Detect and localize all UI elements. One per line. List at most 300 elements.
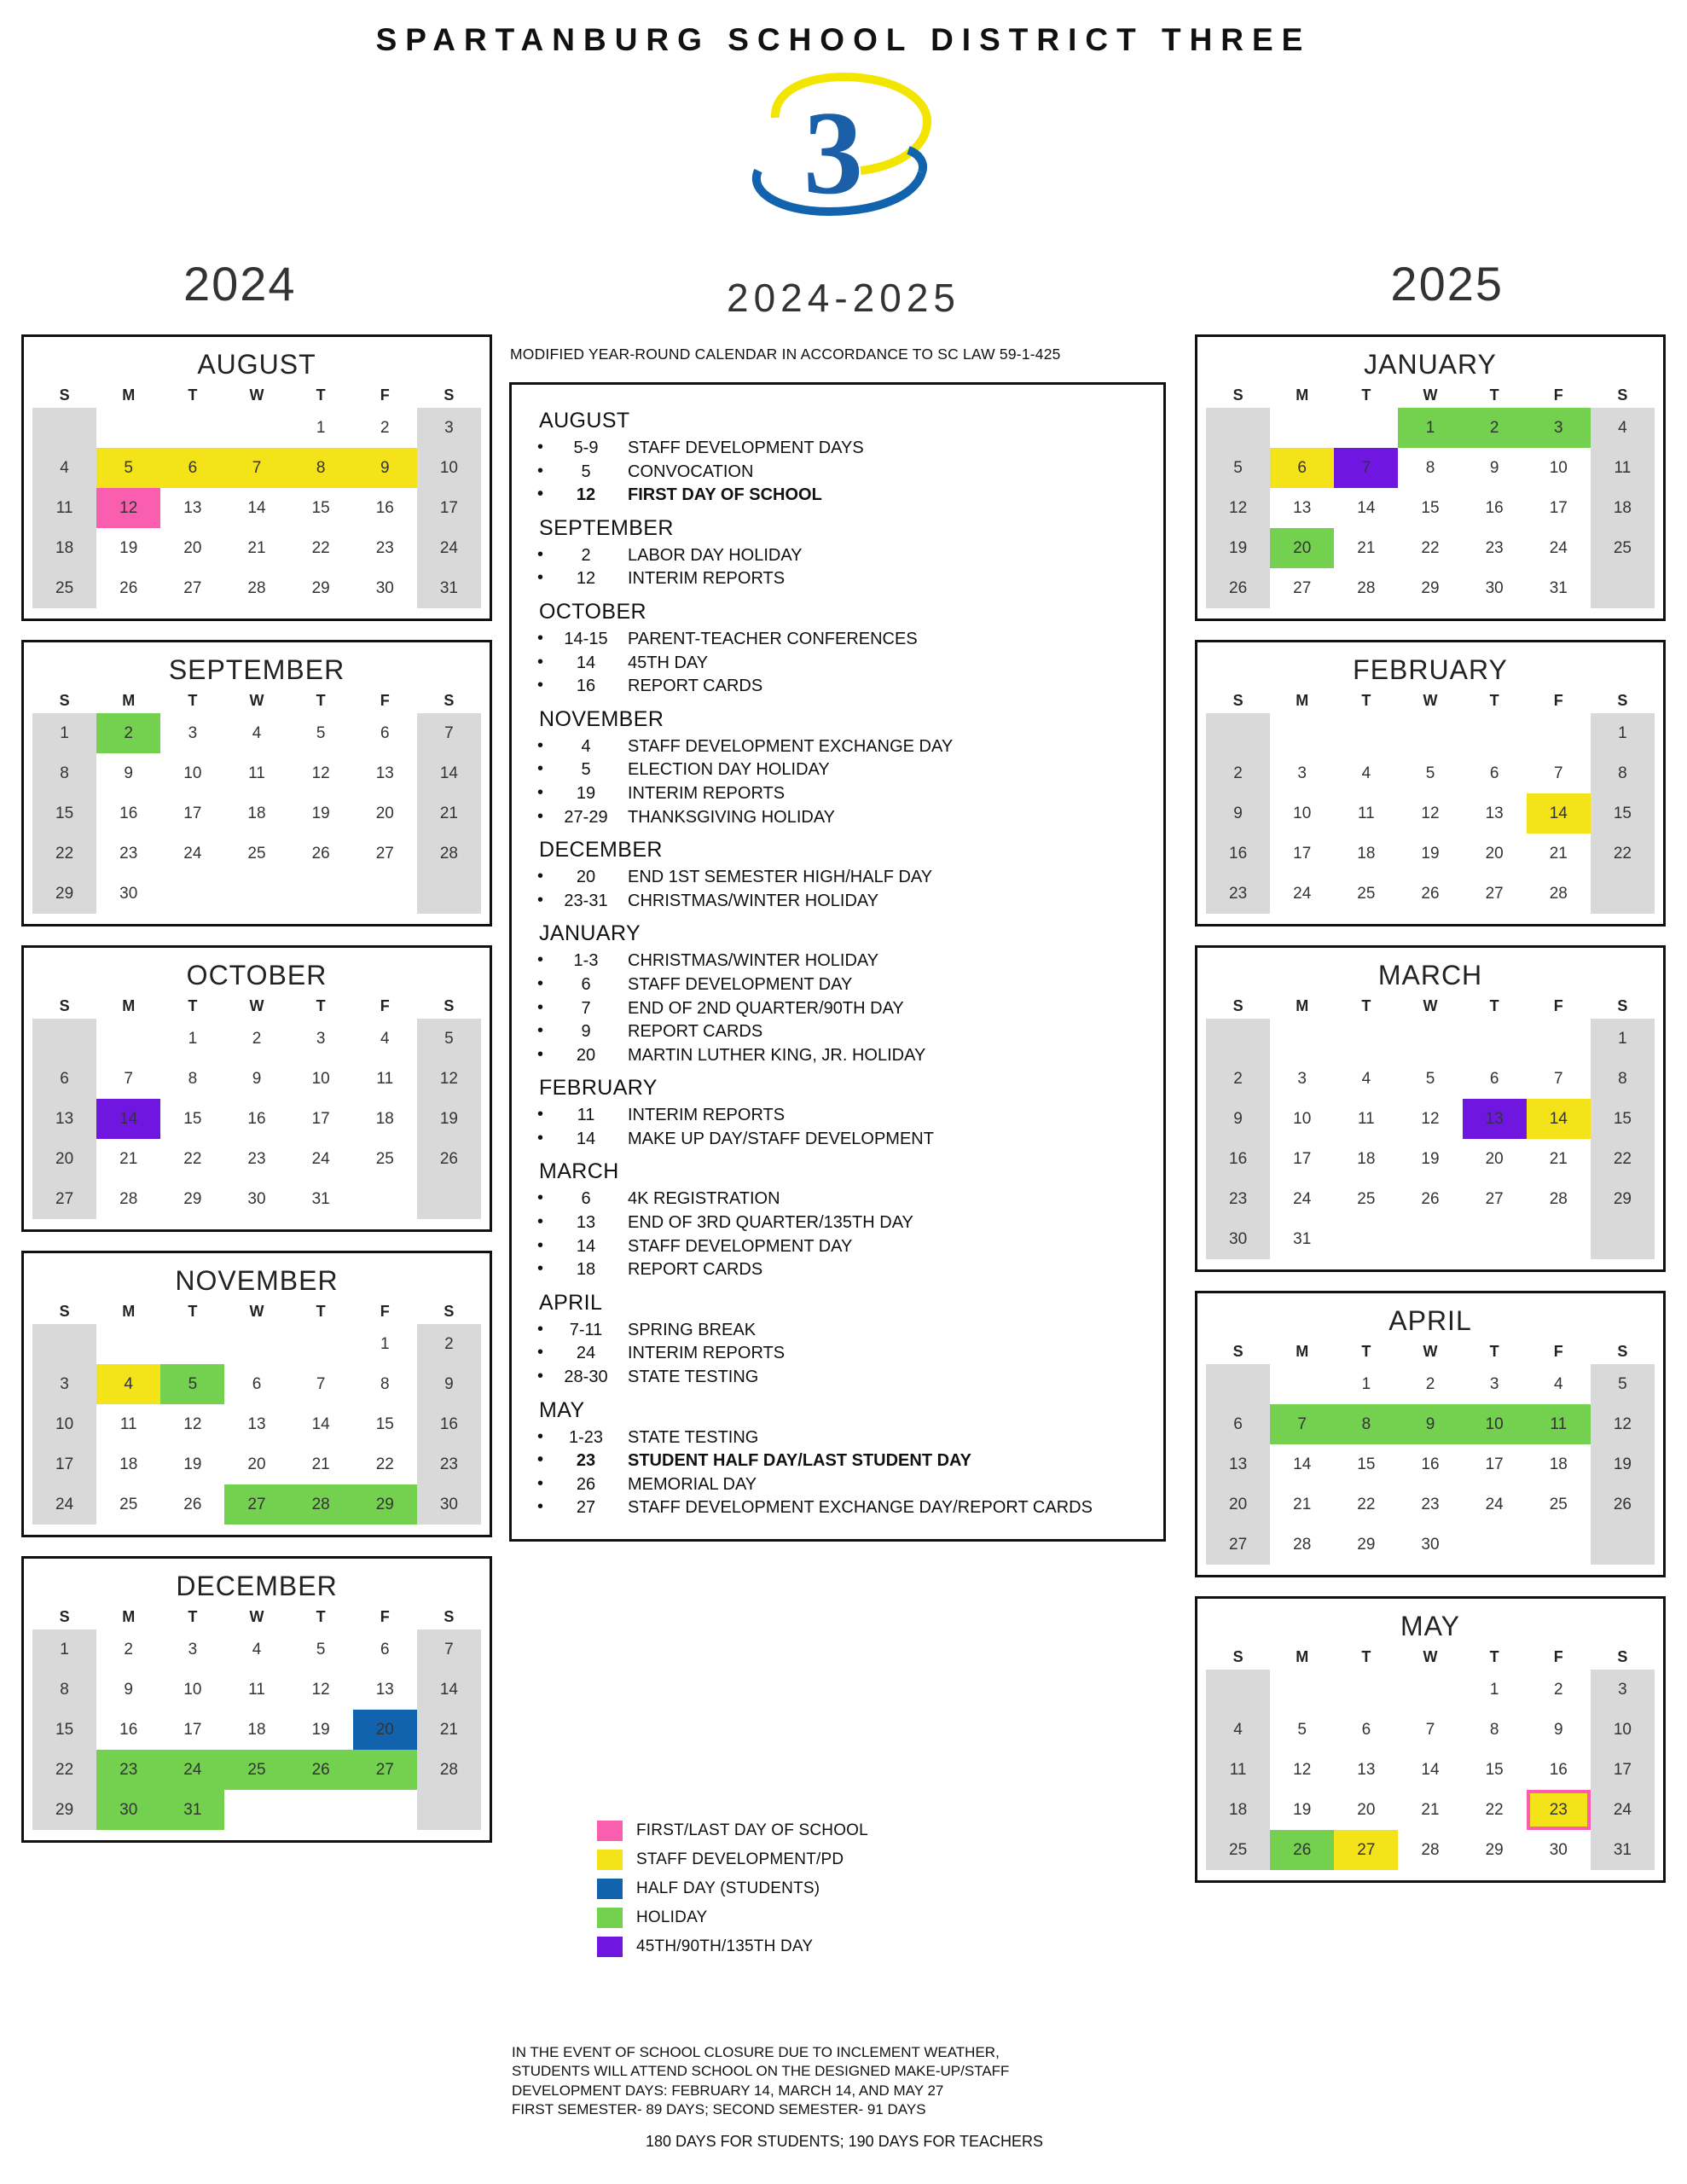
day-cell[interactable] xyxy=(1463,488,1527,528)
day-cell[interactable] xyxy=(32,1670,96,1710)
day-cell[interactable] xyxy=(1463,448,1527,488)
day-cell[interactable] xyxy=(32,1179,96,1219)
day-cell[interactable] xyxy=(1270,793,1334,834)
day-cell[interactable] xyxy=(1270,753,1334,793)
day-cell[interactable] xyxy=(1334,1790,1398,1830)
day-cell[interactable] xyxy=(417,1710,481,1750)
day-cell[interactable] xyxy=(160,488,224,528)
day-cell[interactable] xyxy=(1527,528,1591,568)
day-cell[interactable] xyxy=(1591,1139,1655,1179)
day-cell[interactable] xyxy=(1398,1830,1462,1870)
day-cell[interactable] xyxy=(1463,1710,1527,1750)
day-cell[interactable] xyxy=(353,528,417,568)
day-cell[interactable] xyxy=(96,713,160,753)
day-cell[interactable] xyxy=(1334,1444,1398,1484)
day-cell[interactable] xyxy=(1591,488,1655,528)
day-cell[interactable] xyxy=(1206,1219,1270,1259)
day-cell[interactable] xyxy=(1398,1484,1462,1525)
day-cell[interactable] xyxy=(1527,1670,1591,1710)
day-cell[interactable] xyxy=(1334,1179,1398,1219)
day-cell[interactable] xyxy=(32,528,96,568)
day-cell[interactable] xyxy=(289,1179,353,1219)
day-cell[interactable] xyxy=(224,528,288,568)
day-cell[interactable] xyxy=(1591,1710,1655,1750)
day-cell[interactable] xyxy=(32,1484,96,1525)
day-cell[interactable] xyxy=(160,1629,224,1670)
day-cell[interactable] xyxy=(224,488,288,528)
day-cell[interactable] xyxy=(1270,1830,1334,1870)
day-cell[interactable] xyxy=(1206,834,1270,874)
day-cell[interactable] xyxy=(1334,1059,1398,1099)
day-cell[interactable] xyxy=(1334,1099,1398,1139)
day-cell[interactable] xyxy=(417,568,481,608)
day-cell[interactable] xyxy=(289,1484,353,1525)
day-cell[interactable] xyxy=(1591,1099,1655,1139)
day-cell[interactable] xyxy=(1463,1099,1527,1139)
day-cell[interactable] xyxy=(96,1099,160,1139)
day-cell[interactable] xyxy=(289,408,353,448)
day-cell[interactable] xyxy=(32,874,96,914)
day-cell[interactable] xyxy=(1527,488,1591,528)
day-cell[interactable] xyxy=(417,1099,481,1139)
day-cell[interactable] xyxy=(1463,1179,1527,1219)
day-cell[interactable] xyxy=(1398,1099,1462,1139)
day-cell[interactable] xyxy=(353,713,417,753)
day-cell[interactable] xyxy=(1206,1525,1270,1565)
day-cell[interactable] xyxy=(353,1710,417,1750)
day-cell[interactable] xyxy=(1334,1404,1398,1444)
day-cell[interactable] xyxy=(417,1629,481,1670)
day-cell[interactable] xyxy=(417,528,481,568)
day-cell[interactable] xyxy=(1463,874,1527,914)
day-cell[interactable] xyxy=(1270,1790,1334,1830)
day-cell[interactable] xyxy=(353,1404,417,1444)
day-cell[interactable] xyxy=(353,1059,417,1099)
day-cell[interactable] xyxy=(417,753,481,793)
day-cell[interactable] xyxy=(1527,1830,1591,1870)
day-cell[interactable] xyxy=(1270,1179,1334,1219)
day-cell[interactable] xyxy=(353,1750,417,1790)
day-cell[interactable] xyxy=(1591,1670,1655,1710)
day-cell[interactable] xyxy=(160,713,224,753)
day-cell[interactable] xyxy=(96,1059,160,1099)
day-cell[interactable] xyxy=(160,1059,224,1099)
day-cell[interactable] xyxy=(1334,1139,1398,1179)
day-cell[interactable] xyxy=(289,1019,353,1059)
day-cell[interactable] xyxy=(1334,568,1398,608)
day-cell[interactable] xyxy=(1591,528,1655,568)
day-cell[interactable] xyxy=(1463,834,1527,874)
day-cell[interactable] xyxy=(353,448,417,488)
day-cell[interactable] xyxy=(289,488,353,528)
day-cell[interactable] xyxy=(224,1059,288,1099)
day-cell[interactable] xyxy=(1270,528,1334,568)
day-cell[interactable] xyxy=(1591,448,1655,488)
day-cell[interactable] xyxy=(1334,1710,1398,1750)
day-cell[interactable] xyxy=(1270,1219,1334,1259)
day-cell[interactable] xyxy=(160,1364,224,1404)
day-cell[interactable] xyxy=(160,1019,224,1059)
day-cell[interactable] xyxy=(1527,1099,1591,1139)
day-cell[interactable] xyxy=(1463,1059,1527,1099)
day-cell[interactable] xyxy=(289,713,353,753)
day-cell[interactable] xyxy=(224,1139,288,1179)
day-cell[interactable] xyxy=(353,488,417,528)
day-cell[interactable] xyxy=(289,753,353,793)
day-cell[interactable] xyxy=(1463,753,1527,793)
day-cell[interactable] xyxy=(289,1750,353,1790)
day-cell[interactable] xyxy=(1398,568,1462,608)
day-cell[interactable] xyxy=(1334,753,1398,793)
day-cell[interactable] xyxy=(1591,1750,1655,1790)
day-cell[interactable] xyxy=(96,448,160,488)
day-cell[interactable] xyxy=(32,488,96,528)
day-cell[interactable] xyxy=(1270,1444,1334,1484)
day-cell[interactable] xyxy=(1206,793,1270,834)
day-cell[interactable] xyxy=(224,834,288,874)
day-cell[interactable] xyxy=(1527,1059,1591,1099)
day-cell[interactable] xyxy=(353,1019,417,1059)
day-cell[interactable] xyxy=(1206,1484,1270,1525)
day-cell[interactable] xyxy=(1398,1364,1462,1404)
day-cell[interactable] xyxy=(1463,1484,1527,1525)
day-cell[interactable] xyxy=(1206,488,1270,528)
day-cell[interactable] xyxy=(1591,1404,1655,1444)
day-cell[interactable] xyxy=(1398,1179,1462,1219)
day-cell[interactable] xyxy=(160,448,224,488)
day-cell[interactable] xyxy=(353,1670,417,1710)
day-cell[interactable] xyxy=(32,1750,96,1790)
day-cell[interactable] xyxy=(353,568,417,608)
day-cell[interactable] xyxy=(160,1404,224,1444)
day-cell[interactable] xyxy=(417,1059,481,1099)
day-cell[interactable] xyxy=(160,793,224,834)
day-cell[interactable] xyxy=(224,1364,288,1404)
day-cell[interactable] xyxy=(1527,1484,1591,1525)
day-cell[interactable] xyxy=(32,1139,96,1179)
day-cell[interactable] xyxy=(224,1404,288,1444)
day-cell[interactable] xyxy=(1527,1750,1591,1790)
day-cell[interactable] xyxy=(1206,1139,1270,1179)
day-cell[interactable] xyxy=(1591,1019,1655,1059)
day-cell[interactable] xyxy=(160,1750,224,1790)
day-cell[interactable] xyxy=(224,1484,288,1525)
day-cell[interactable] xyxy=(1398,1059,1462,1099)
day-cell[interactable] xyxy=(289,568,353,608)
day-cell[interactable] xyxy=(160,1670,224,1710)
day-cell[interactable] xyxy=(1463,408,1527,448)
day-cell[interactable] xyxy=(353,834,417,874)
day-cell[interactable] xyxy=(1398,793,1462,834)
day-cell[interactable] xyxy=(160,1790,224,1830)
day-cell[interactable] xyxy=(1206,1710,1270,1750)
day-cell[interactable] xyxy=(417,713,481,753)
day-cell[interactable] xyxy=(1398,488,1462,528)
day-cell[interactable] xyxy=(1463,1139,1527,1179)
day-cell[interactable] xyxy=(1591,1790,1655,1830)
day-cell[interactable] xyxy=(1527,1444,1591,1484)
day-cell[interactable] xyxy=(289,1404,353,1444)
day-cell[interactable] xyxy=(32,1629,96,1670)
day-cell[interactable] xyxy=(1463,1670,1527,1710)
day-cell[interactable] xyxy=(32,1059,96,1099)
day-cell[interactable] xyxy=(417,1019,481,1059)
day-cell[interactable] xyxy=(1398,1710,1462,1750)
day-cell[interactable] xyxy=(32,713,96,753)
day-cell[interactable] xyxy=(1591,793,1655,834)
day-cell[interactable] xyxy=(417,1404,481,1444)
day-cell[interactable] xyxy=(96,568,160,608)
day-cell[interactable] xyxy=(96,753,160,793)
day-cell[interactable] xyxy=(1527,1790,1591,1830)
day-cell[interactable] xyxy=(353,1444,417,1484)
day-cell[interactable] xyxy=(353,1629,417,1670)
day-cell[interactable] xyxy=(353,1099,417,1139)
day-cell[interactable] xyxy=(96,1750,160,1790)
day-cell[interactable] xyxy=(417,1324,481,1364)
day-cell[interactable] xyxy=(1398,528,1462,568)
day-cell[interactable] xyxy=(96,834,160,874)
day-cell[interactable] xyxy=(1270,1099,1334,1139)
day-cell[interactable] xyxy=(417,1364,481,1404)
day-cell[interactable] xyxy=(289,1710,353,1750)
day-cell[interactable] xyxy=(1206,1444,1270,1484)
day-cell[interactable] xyxy=(1206,568,1270,608)
day-cell[interactable] xyxy=(1591,1179,1655,1219)
day-cell[interactable] xyxy=(1527,1404,1591,1444)
day-cell[interactable] xyxy=(96,1629,160,1670)
day-cell[interactable] xyxy=(224,448,288,488)
day-cell[interactable] xyxy=(1206,1830,1270,1870)
day-cell[interactable] xyxy=(160,1484,224,1525)
day-cell[interactable] xyxy=(1398,1139,1462,1179)
day-cell[interactable] xyxy=(224,1710,288,1750)
day-cell[interactable] xyxy=(32,1790,96,1830)
day-cell[interactable] xyxy=(224,568,288,608)
day-cell[interactable] xyxy=(96,874,160,914)
day-cell[interactable] xyxy=(1206,753,1270,793)
day-cell[interactable] xyxy=(1270,1484,1334,1525)
day-cell[interactable] xyxy=(1591,713,1655,753)
day-cell[interactable] xyxy=(224,1444,288,1484)
day-cell[interactable] xyxy=(32,1099,96,1139)
day-cell[interactable] xyxy=(160,834,224,874)
day-cell[interactable] xyxy=(1206,1179,1270,1219)
day-cell[interactable] xyxy=(1591,753,1655,793)
day-cell[interactable] xyxy=(1591,1484,1655,1525)
day-cell[interactable] xyxy=(1206,1059,1270,1099)
day-cell[interactable] xyxy=(1270,1059,1334,1099)
day-cell[interactable] xyxy=(32,1364,96,1404)
day-cell[interactable] xyxy=(160,1139,224,1179)
day-cell[interactable] xyxy=(417,1139,481,1179)
day-cell[interactable] xyxy=(289,1059,353,1099)
day-cell[interactable] xyxy=(1206,1750,1270,1790)
day-cell[interactable] xyxy=(1591,834,1655,874)
day-cell[interactable] xyxy=(96,1790,160,1830)
day-cell[interactable] xyxy=(289,528,353,568)
day-cell[interactable] xyxy=(1398,1790,1462,1830)
day-cell[interactable] xyxy=(1398,753,1462,793)
day-cell[interactable] xyxy=(224,1179,288,1219)
day-cell[interactable] xyxy=(1270,1710,1334,1750)
day-cell[interactable] xyxy=(96,1404,160,1444)
day-cell[interactable] xyxy=(1463,1364,1527,1404)
day-cell[interactable] xyxy=(1591,1444,1655,1484)
day-cell[interactable] xyxy=(160,1099,224,1139)
day-cell[interactable] xyxy=(1334,528,1398,568)
day-cell[interactable] xyxy=(224,1750,288,1790)
day-cell[interactable] xyxy=(1398,1750,1462,1790)
day-cell[interactable] xyxy=(160,1444,224,1484)
day-cell[interactable] xyxy=(1398,834,1462,874)
day-cell[interactable] xyxy=(353,753,417,793)
day-cell[interactable] xyxy=(1334,1750,1398,1790)
day-cell[interactable] xyxy=(1270,488,1334,528)
day-cell[interactable] xyxy=(1463,1790,1527,1830)
day-cell[interactable] xyxy=(1334,448,1398,488)
day-cell[interactable] xyxy=(1527,1710,1591,1750)
day-cell[interactable] xyxy=(289,448,353,488)
day-cell[interactable] xyxy=(1270,874,1334,914)
day-cell[interactable] xyxy=(32,1710,96,1750)
day-cell[interactable] xyxy=(1206,448,1270,488)
day-cell[interactable] xyxy=(1206,1790,1270,1830)
day-cell[interactable] xyxy=(353,1484,417,1525)
day-cell[interactable] xyxy=(1398,448,1462,488)
day-cell[interactable] xyxy=(96,1179,160,1219)
day-cell[interactable] xyxy=(289,1629,353,1670)
day-cell[interactable] xyxy=(1591,1830,1655,1870)
day-cell[interactable] xyxy=(1591,1059,1655,1099)
day-cell[interactable] xyxy=(1527,448,1591,488)
day-cell[interactable] xyxy=(1270,1750,1334,1790)
day-cell[interactable] xyxy=(96,1484,160,1525)
day-cell[interactable] xyxy=(224,793,288,834)
day-cell[interactable] xyxy=(289,834,353,874)
day-cell[interactable] xyxy=(32,834,96,874)
day-cell[interactable] xyxy=(353,1139,417,1179)
day-cell[interactable] xyxy=(1527,793,1591,834)
day-cell[interactable] xyxy=(1206,874,1270,914)
day-cell[interactable] xyxy=(1334,1830,1398,1870)
day-cell[interactable] xyxy=(417,1670,481,1710)
day-cell[interactable] xyxy=(224,1019,288,1059)
day-cell[interactable] xyxy=(417,1444,481,1484)
day-cell[interactable] xyxy=(1270,568,1334,608)
day-cell[interactable] xyxy=(1270,1139,1334,1179)
day-cell[interactable] xyxy=(289,1364,353,1404)
day-cell[interactable] xyxy=(96,1139,160,1179)
day-cell[interactable] xyxy=(160,528,224,568)
day-cell[interactable] xyxy=(417,1484,481,1525)
day-cell[interactable] xyxy=(289,1670,353,1710)
day-cell[interactable] xyxy=(224,713,288,753)
day-cell[interactable] xyxy=(96,1444,160,1484)
day-cell[interactable] xyxy=(1463,528,1527,568)
day-cell[interactable] xyxy=(353,1364,417,1404)
day-cell[interactable] xyxy=(1270,1404,1334,1444)
day-cell[interactable] xyxy=(417,488,481,528)
day-cell[interactable] xyxy=(1463,793,1527,834)
day-cell[interactable] xyxy=(289,1099,353,1139)
day-cell[interactable] xyxy=(353,793,417,834)
day-cell[interactable] xyxy=(353,408,417,448)
day-cell[interactable] xyxy=(1398,408,1462,448)
day-cell[interactable] xyxy=(1527,408,1591,448)
day-cell[interactable] xyxy=(1334,834,1398,874)
day-cell[interactable] xyxy=(1527,874,1591,914)
day-cell[interactable] xyxy=(1527,834,1591,874)
day-cell[interactable] xyxy=(1463,1404,1527,1444)
day-cell[interactable] xyxy=(1527,753,1591,793)
day-cell[interactable] xyxy=(224,1670,288,1710)
day-cell[interactable] xyxy=(1398,1525,1462,1565)
day-cell[interactable] xyxy=(96,1670,160,1710)
day-cell[interactable] xyxy=(1270,1525,1334,1565)
day-cell[interactable] xyxy=(1334,488,1398,528)
day-cell[interactable] xyxy=(417,448,481,488)
day-cell[interactable] xyxy=(32,568,96,608)
day-cell[interactable] xyxy=(1270,834,1334,874)
day-cell[interactable] xyxy=(289,1139,353,1179)
day-cell[interactable] xyxy=(224,753,288,793)
day-cell[interactable] xyxy=(417,1750,481,1790)
day-cell[interactable] xyxy=(224,1099,288,1139)
day-cell[interactable] xyxy=(1206,1099,1270,1139)
day-cell[interactable] xyxy=(1463,1830,1527,1870)
day-cell[interactable] xyxy=(96,528,160,568)
day-cell[interactable] xyxy=(1591,408,1655,448)
day-cell[interactable] xyxy=(1591,1364,1655,1404)
day-cell[interactable] xyxy=(1334,874,1398,914)
day-cell[interactable] xyxy=(1463,1444,1527,1484)
day-cell[interactable] xyxy=(32,793,96,834)
day-cell[interactable] xyxy=(160,753,224,793)
day-cell[interactable] xyxy=(1334,1364,1398,1404)
day-cell[interactable] xyxy=(1398,1444,1462,1484)
day-cell[interactable] xyxy=(1270,448,1334,488)
day-cell[interactable] xyxy=(32,1444,96,1484)
day-cell[interactable] xyxy=(160,1179,224,1219)
day-cell[interactable] xyxy=(1334,1525,1398,1565)
day-cell[interactable] xyxy=(1527,1364,1591,1404)
day-cell[interactable] xyxy=(417,834,481,874)
day-cell[interactable] xyxy=(32,753,96,793)
day-cell[interactable] xyxy=(289,1444,353,1484)
day-cell[interactable] xyxy=(1206,1404,1270,1444)
day-cell[interactable] xyxy=(224,1629,288,1670)
day-cell[interactable] xyxy=(417,408,481,448)
day-cell[interactable] xyxy=(96,488,160,528)
day-cell[interactable] xyxy=(1527,1139,1591,1179)
day-cell[interactable] xyxy=(1398,1404,1462,1444)
day-cell[interactable] xyxy=(96,793,160,834)
day-cell[interactable] xyxy=(1206,528,1270,568)
day-cell[interactable] xyxy=(1398,874,1462,914)
day-cell[interactable] xyxy=(96,1364,160,1404)
day-cell[interactable] xyxy=(1463,1750,1527,1790)
day-cell[interactable] xyxy=(1527,568,1591,608)
day-cell[interactable] xyxy=(160,1710,224,1750)
day-cell[interactable] xyxy=(32,448,96,488)
day-cell[interactable] xyxy=(417,793,481,834)
day-cell[interactable] xyxy=(96,1710,160,1750)
day-cell[interactable] xyxy=(1463,568,1527,608)
day-cell[interactable] xyxy=(1334,793,1398,834)
day-cell[interactable] xyxy=(160,568,224,608)
day-cell[interactable] xyxy=(353,1324,417,1364)
